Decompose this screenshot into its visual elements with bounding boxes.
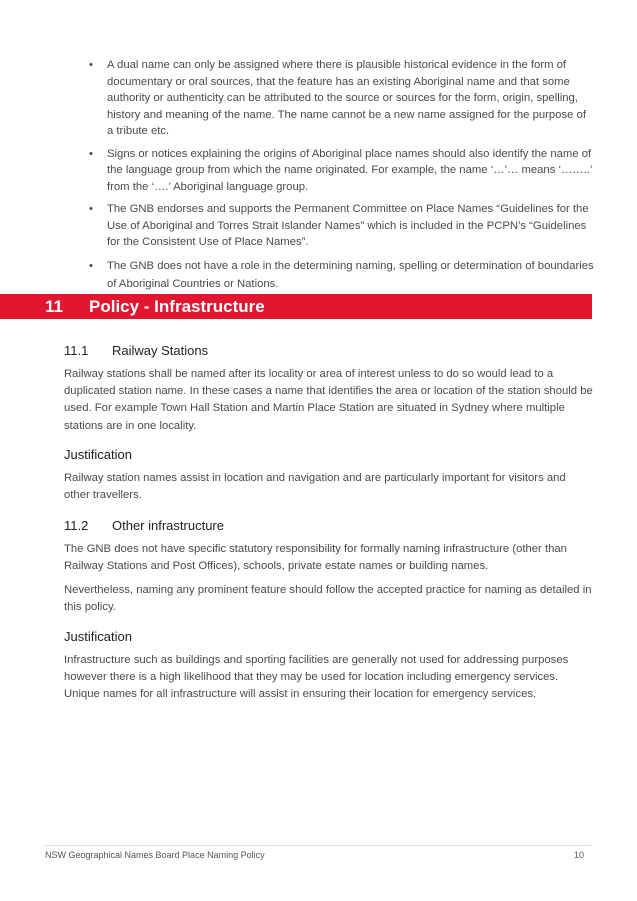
infrastructure-justification-paragraph: Infrastructure such as buildings and sporting facilities are generally not used for addressing purposes however there is a high likelihood that they may be used for location including emergency services. Unique names for all infrastructure will assist in ensuring their location for emergency services. [64,654,569,701]
page-number: 10 [574,850,585,860]
list-item [80,57,595,140]
subsection-title: Railway Stations [112,343,209,358]
bullet-text: Signs or notices explaining the origins of Aboriginal place names should also identify the name of the language group from which the name originated. For example, the name ‘…’… means ‘……..’ from the ‘….’ Aboriginal language group. [107,147,592,193]
footer-divider [45,845,591,846]
subsection-heading-other-infrastructure [64,517,224,534]
railway-paragraph: Railway stations shall be named after its locality or area of interest unless to do so would lead to a duplicated station name. In these cases a name that identifies the area or location of the station should be used. For example Town Hall Station and Martin Place Station are situated in Sydney where multiple stations are in one locality. [64,368,593,432]
section-number: 11 [45,297,63,316]
section-heading-bar [0,294,592,319]
bullet-text: A dual name can only be assigned where there is plausible historical evidence in the form of documentary or oral sources, that the feature has an existing Aboriginal name and that some authority or authenticity can be attributed to the source or sources for the form, origin, spelling, history and meaning of the name. The name cannot be a new name assigned for the purpose of a tribute etc. [107,59,586,137]
bullet-icon: • [89,203,93,215]
subsection-number: 11.1 [64,343,89,358]
bullet-list [80,57,595,299]
bullet-icon: • [89,147,93,160]
other-infrastructure-paragraph: The GNB does not have specific statutory responsibility for formally naming infrastructure (other than Railway Stations and Post Offices), schools, private estate names or building names. [64,543,567,573]
subsection-heading-railway [64,342,208,359]
justification-heading: Justification [64,629,132,644]
railway-justification-paragraph: Railway station names assist in location and navigation and are particularly important for visitors and other travellers. [64,472,566,502]
other-infrastructure-paragraph-2: Nevertheless, naming any prominent feature should follow the accepted practice for naming as detailed in this policy. [64,584,592,614]
list-item [80,201,595,251]
bullet-icon: • [89,59,93,71]
subsection-number: 11.2 [64,518,89,533]
subsection-title: Other infrastructure [112,518,224,533]
bullet-text: The GNB endorses and supports the Permanent Committee on Place Names “Guidelines for the Use of Aboriginal and Torres Strait Islander Names” which is included in the PCPN’s “Guidelines for the Consistent Use of Place Names”. [107,203,589,248]
list-item [80,146,595,196]
bullet-icon: • [89,259,93,272]
list-item [80,257,595,293]
section-title: Policy - Infrastructure [89,297,265,316]
footer-title: NSW Geographical Names Board Place Naming Policy [45,850,265,860]
justification-heading: Justification [64,447,132,462]
bullet-text: The GNB does not have a role in the determining naming, spelling or determination of boundaries of Aboriginal Countries or Nations. [107,259,594,290]
